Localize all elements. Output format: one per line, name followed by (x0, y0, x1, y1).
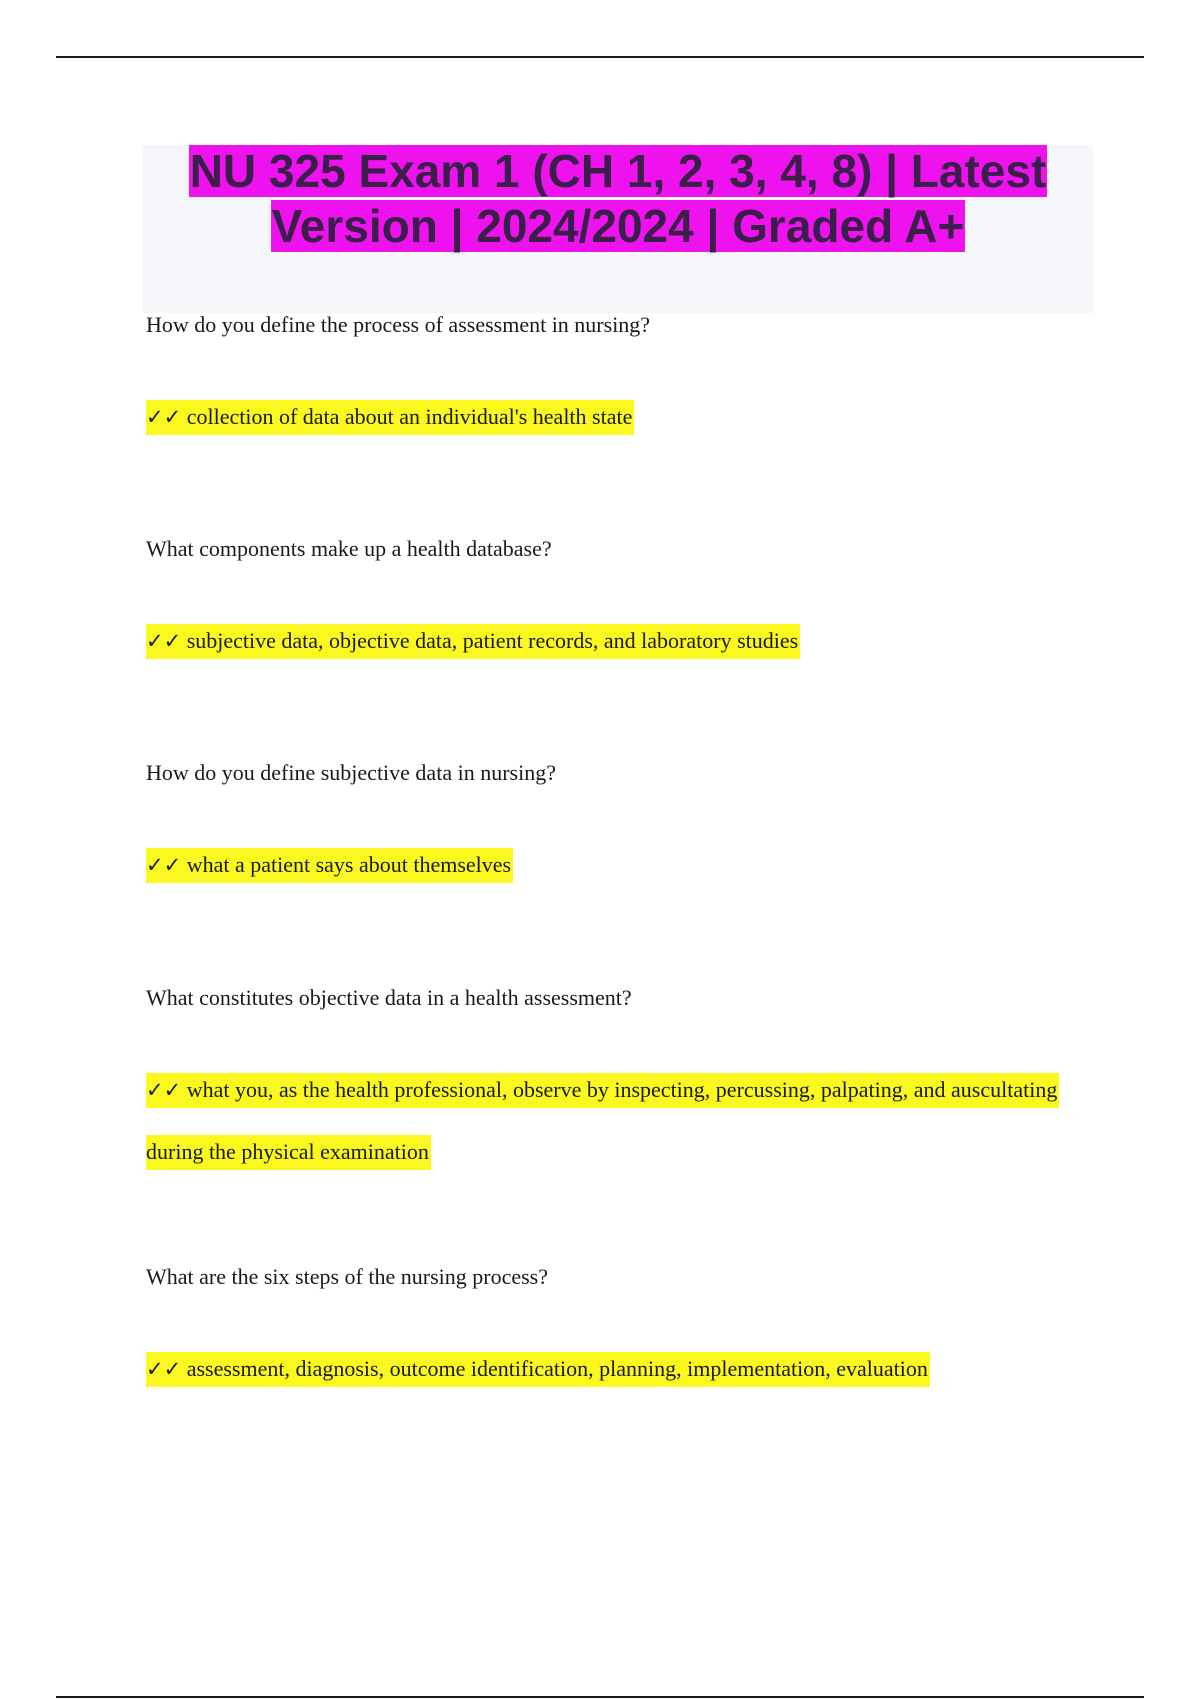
answer-value: what you, as the health professional, observe by inspecting, percussing, palpating, and auscultating during the physical examination (146, 1077, 1058, 1164)
check-mark-icon: ✓✓ (146, 1078, 182, 1102)
check-mark-icon: ✓✓ (146, 853, 182, 877)
answer-value: collection of data about an individual's health state (186, 404, 633, 429)
check-mark-icon: ✓✓ (146, 405, 182, 429)
answer-value: what a patient says about themselves (186, 852, 512, 877)
qa-item-5 (146, 1262, 1066, 1400)
answer-text (146, 1338, 1066, 1400)
qa-item-4 (146, 983, 1066, 1182)
question-text: What are the six steps of the nursing process? (146, 1264, 548, 1289)
bottom-rule (56, 1696, 1144, 1698)
document-title (143, 144, 1093, 254)
check-mark-icon: ✓✓ (146, 629, 182, 653)
check-mark-icon: ✓✓ (146, 1357, 182, 1381)
answer-highlight (146, 1073, 1059, 1170)
title-highlight: NU 325 Exam 1 (CH 1, 2, 3, 4, 8) | Latest Version | 2024/2024 | Graded A+ (189, 145, 1047, 252)
answer-highlight (146, 624, 800, 659)
answer-text (146, 834, 1066, 896)
answer-text (146, 1059, 1066, 1182)
answer-highlight (146, 400, 634, 435)
question-text: What constitutes objective data in a health assessment? (146, 985, 632, 1010)
answer-text (146, 386, 1066, 448)
qa-item-1 (146, 310, 1066, 448)
answer-value: subjective data, objective data, patient records, and laboratory studies (186, 628, 799, 653)
qa-item-3 (146, 758, 1066, 896)
answer-value: assessment, diagnosis, outcome identification, planning, implementation, evaluation (186, 1356, 928, 1381)
question-text: How do you define the process of assessment in nursing? (146, 312, 651, 337)
answer-highlight (146, 1352, 930, 1387)
qa-item-2 (146, 534, 1066, 672)
question-text: How do you define subjective data in nursing? (146, 760, 556, 785)
answer-highlight (146, 848, 513, 883)
question-text: What components make up a health database? (146, 536, 552, 561)
top-rule (56, 56, 1144, 58)
answer-text (146, 610, 1066, 672)
